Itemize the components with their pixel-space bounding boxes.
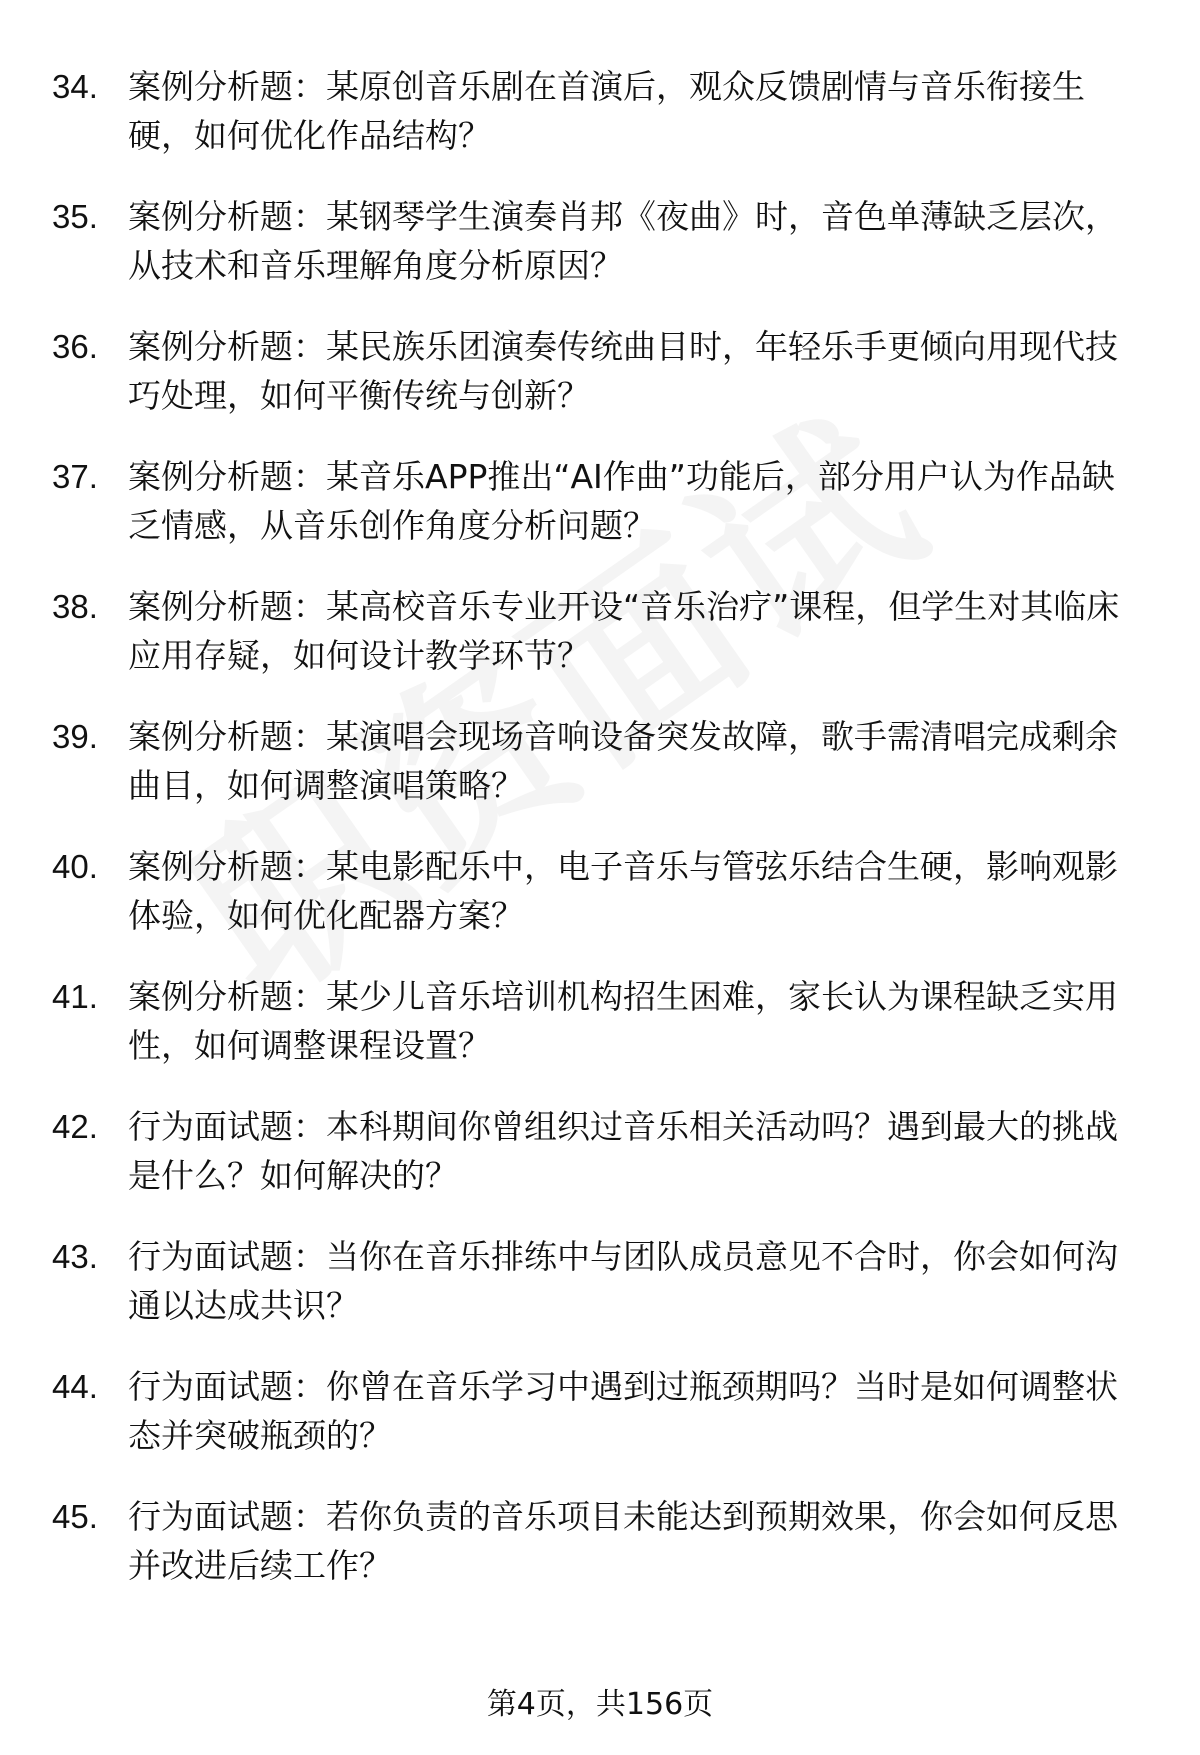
question-number: 35.: [52, 198, 98, 235]
question-item: [0, 1492, 1200, 1622]
question-item: [0, 582, 1200, 712]
question-number: 39.: [52, 718, 98, 755]
question-number: 40.: [52, 848, 98, 885]
question-item: [0, 712, 1200, 842]
question-item: [0, 1362, 1200, 1492]
question-number: 43.: [52, 1238, 98, 1275]
question-item: [0, 972, 1200, 1102]
question-item: [0, 322, 1200, 452]
question-text: 案例分析题：某高校音乐专业开设“音乐治疗”课程，但学生对其临床应用存疑，如何设计教学环节？: [128, 587, 1120, 675]
question-text: 案例分析题：某少儿音乐培训机构招生困难，家长认为课程缺乏实用性，如何调整课程设置？: [128, 977, 1118, 1065]
question-text: 案例分析题：某民族乐团演奏传统曲目时，年轻乐手更倾向用现代技巧处理，如何平衡传统与创新？: [128, 327, 1118, 415]
question-text: 行为面试题：你曾在音乐学习中遇到过瓶颈期吗？当时是如何调整状态并突破瓶颈的？: [128, 1367, 1118, 1455]
question-number: 42.: [52, 1108, 98, 1145]
question-number: 44.: [52, 1368, 98, 1405]
question-text: 行为面试题：若你负责的音乐项目未能达到预期效果，你会如何反思并改进后续工作？: [128, 1497, 1118, 1585]
question-number: 36.: [52, 328, 98, 365]
question-number: 37.: [52, 458, 98, 495]
question-text: 行为面试题：本科期间你曾组织过音乐相关活动吗？遇到最大的挑战是什么？如何解决的？: [128, 1107, 1118, 1195]
question-text: 案例分析题：某钢琴学生演奏肖邦《夜曲》时，音色单薄缺乏层次，从技术和音乐理解角度分析原因？: [128, 197, 1118, 285]
question-list: [0, 62, 1200, 1622]
question-item: [0, 842, 1200, 972]
question-number: 45.: [52, 1498, 98, 1535]
question-number: 41.: [52, 978, 98, 1015]
page-footer: 第4页，共156页: [486, 1687, 714, 1722]
question-item: [0, 62, 1200, 192]
question-item: [0, 1102, 1200, 1232]
question-number: 34.: [52, 68, 98, 105]
question-text: 案例分析题：某音乐APP推出“AI作曲”功能后，部分用户认为作品缺乏情感，从音乐创作角度分析问题？: [128, 457, 1115, 545]
question-text: 案例分析题：某原创音乐剧在首演后，观众反馈剧情与音乐衔接生硬，如何优化作品结构？: [128, 67, 1085, 155]
question-number: 38.: [52, 588, 98, 625]
question-text: 行为面试题：当你在音乐排练中与团队成员意见不合时，你会如何沟通以达成共识？: [128, 1237, 1118, 1325]
question-item: [0, 1232, 1200, 1362]
question-item: [0, 192, 1200, 322]
question-text: 案例分析题：某演唱会现场音响设备突发故障，歌手需清唱完成剩余曲目，如何调整演唱策略？: [128, 717, 1118, 805]
question-text: 案例分析题：某电影配乐中，电子音乐与管弦乐结合生硬，影响观影体验，如何优化配器方案？: [128, 847, 1118, 935]
question-item: [0, 452, 1200, 582]
